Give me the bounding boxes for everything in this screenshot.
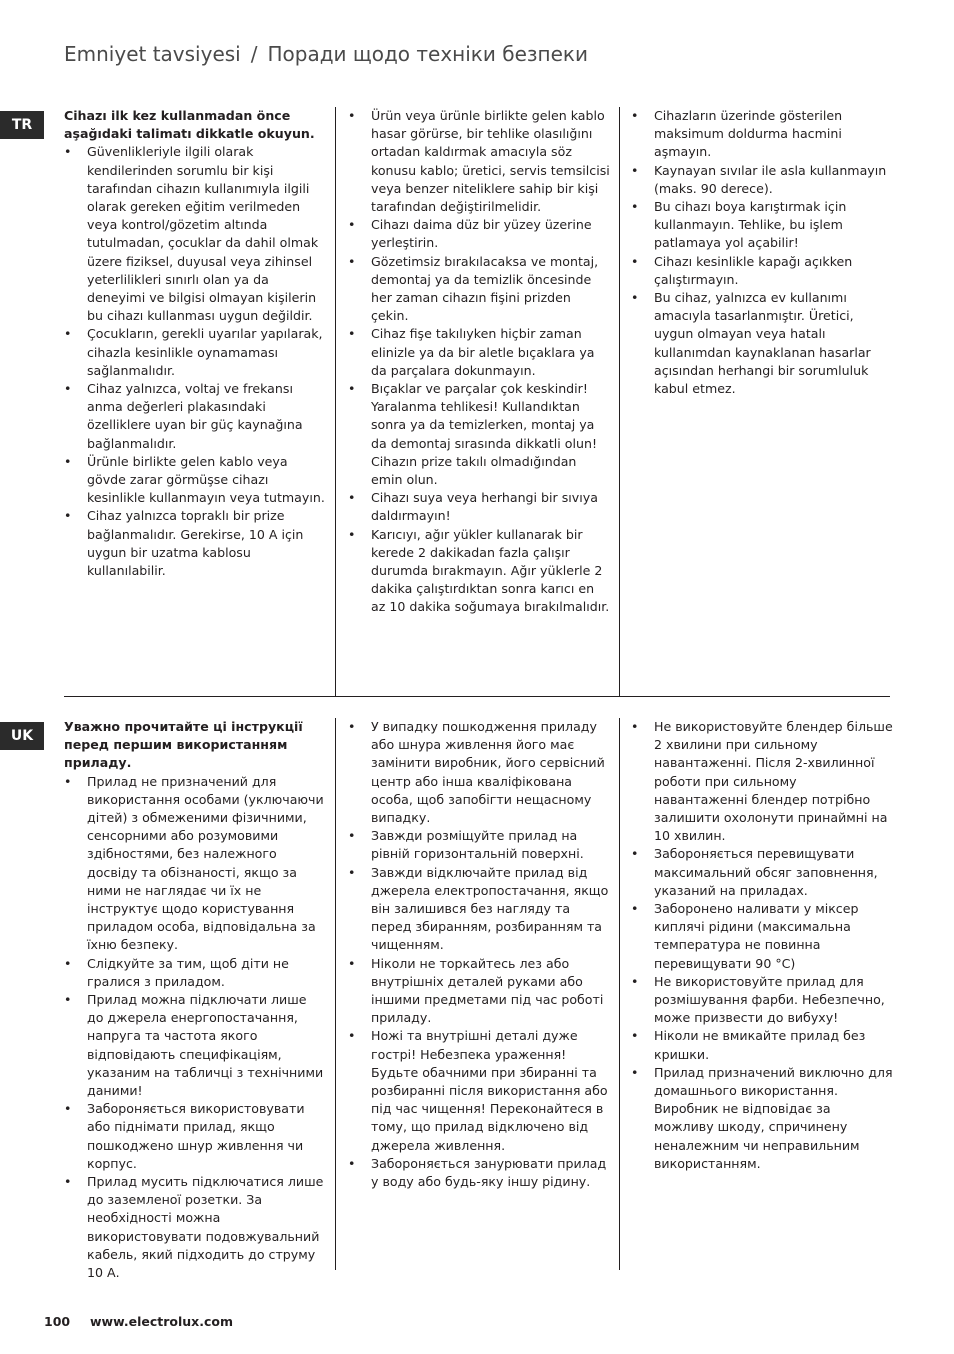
column-divider — [619, 718, 620, 1270]
list-item: • Ürün veya ürünle birlikte gelen kablo hasar görürse, bir tehlike olasılığını ortadan kaldırmak amacıyla söz konusu kablo; üretici, servis temsilcisi veya benzer niteliklere sahip bir kişi tarafından değiştirilmelidir. — [348, 107, 610, 216]
list-item: • Bıçaklar ve parçalar çok keskindir! Yaralanma tehlikesi! Kullandıktan sonra ya da temizlerken, montaj ya da demontaj sırasında dikkatli olun! Cihazın prize takılı olmadığından emin olun. — [348, 380, 610, 489]
list-item: • Cihazların üzerinde gösterilen maksimum doldurma hacmini aşmayın. — [631, 107, 893, 162]
uk-intro: Уважно прочитайте ці інструкції перед першим використанням приладу. — [64, 719, 303, 771]
list-item: • Cihaz fişe takılıyken hiçbir zaman elinizle ya da bir aletle bıçaklara ya da parçalara dokunmayın. — [348, 325, 610, 380]
list-item: • Cihazı suya veya herhangi bir sıvıya daldırmayın! — [348, 489, 610, 525]
list-item: • Забороняється перевищувати максимальний обсяг заповнення, указаний на приладах. — [631, 845, 893, 900]
tr-safety-list-1 — [64, 143, 326, 580]
language-tab-tr: TR — [0, 111, 44, 139]
list-item: • Завжди відключайте прилад від джерела електропостачання, якщо він залишився без нагляду та перед збиранням, розбиранням та чищенням. — [348, 864, 610, 955]
list-item: • Gözetimsiz bırakılacaksa ve montaj, demontaj ya da temizlik öncesinde her zaman cihazın fişini prizden çekin. — [348, 253, 610, 326]
uk-column-3 — [631, 718, 893, 1173]
list-item: • Ніколи не вмикайте прилад без кришки. — [631, 1027, 893, 1063]
title-ukrainian: Поради щодо техніки безпеки — [267, 42, 588, 66]
list-item: • У випадку пошкодження приладу або шнура живлення його має замінити виробник, його сервісний центр або інша кваліфікована особа, щоб запобігти нещасному випадку. — [348, 718, 610, 827]
uk-column-2 — [348, 718, 610, 1191]
list-item: • Güvenlikleriyle ilgili olarak kendilerinden sorumlu bir kişi tarafından cihazın kullanımıyla ilgili olarak gereken eğitim verilmeden veya kontrol/gözetim altında tutulmadan, çocuklar da dahil olmak üzere fiziksel, duyusal veya zihinsel yeterlilikleri sınırlı olan ya da deneyimi ve bilgisi olmayan kişilerin bu cihazı kullanması uygun değildir. — [64, 143, 326, 325]
language-tab-uk: UK — [0, 722, 44, 750]
column-divider — [335, 107, 336, 697]
list-item: • Прилад можна підключати лише до джерела енергопостачання, напруга та частота якого відповідають специфікаціям, указаним на табличці з технічними даними! — [64, 991, 326, 1100]
list-item: • Слідкуйте за тим, щоб діти не гралися з приладом. — [64, 955, 326, 991]
page-number: 100 — [44, 1314, 71, 1329]
tr-safety-list-2 — [348, 107, 610, 617]
list-item: • Kaynayan sıvılar ile asla kullanmayın (maks. 90 derece). — [631, 162, 893, 198]
list-item: • Cihaz yalnızca, voltaj ve frekansı anma değerleri plakasındaki özelliklere uyan bir güç kaynağına bağlanmalıdır. — [64, 380, 326, 453]
list-item: • Не використовуйте прилад для розмішування фарби. Небезпечно, може призвести до вибуху! — [631, 973, 893, 1028]
section-divider — [64, 696, 890, 697]
tr-safety-list-3 — [631, 107, 893, 398]
uk-column-1 — [64, 718, 326, 1282]
list-item: • Прилад призначений виключно для домашнього використання. Виробник не відповідає за можливу шкоду, спричинену неналежним чи неправильним використанням. — [631, 1064, 893, 1173]
list-item: • Ніколи не торкайтесь лез або внутрішніх деталей руками або іншими предметами під час роботі приладу. — [348, 955, 610, 1028]
tr-column-2 — [348, 107, 610, 617]
list-item: • Cihaz yalnızca topraklı bir prize bağlanmalıdır. Gerekirse, 10 A için uygun bir uzatma kablosu kullanılabilir. — [64, 507, 326, 580]
column-divider — [335, 718, 336, 1270]
list-item: • Прилад мусить підключатися лише до заземленої розетки. За необхідності можна використовувати подовжувальний кабель, який підходить до струму 10 А. — [64, 1173, 326, 1282]
tr-column-3 — [631, 107, 893, 398]
website-url: www.electrolux.com — [90, 1314, 233, 1329]
title-turkish: Emniyet tavsiyesi — [64, 42, 241, 66]
list-item: • Karıcıyı, ağır yükler kullanarak bir kerede 2 dakikadan fazla çalışır durumda bırakmayın. Ağır yüklerle 2 dakika çalıştırdıktan sonra karıcı en az 10 dakika soğumaya bırakılmalıdır. — [348, 526, 610, 617]
list-item: • Прилад не призначений для використання особами (уключаючи дітей) з обмеженими фізичними, сенсорними або розумовими здібностями, без належного досвіду та обізнаності, якщо за ними не наглядає чи їх не інструктує щодо користування приладом особа, відповідальна за їхню безпеку. — [64, 773, 326, 955]
list-item: • Заборонено наливати у міксер киплячі рідини (максимальна температура не повинна перевищувати 90 °C) — [631, 900, 893, 973]
list-item: • Забороняється занурювати прилад у воду або будь-яку іншу рідину. — [348, 1155, 610, 1191]
list-item: • Cihazı kesinlikle kapağı açıkken çalıştırmayın. — [631, 253, 893, 289]
title-separator: / — [250, 42, 258, 66]
list-item: • Забороняється використовувати або піднімати прилад, якщо пошкоджено шнур живлення чи корпус. — [64, 1100, 326, 1173]
list-item: • Завжди розміщуйте прилад на рівній горизонтальній поверхні. — [348, 827, 610, 863]
list-item: • Bu cihaz, yalnızca ev kullanımı amacıyla tasarlanmıştır. Üretici, uygun olmayan veya hatalı kullanımdan kaynaklanan hasarlar açısından herhangi bir sorumluluk kabul etmez. — [631, 289, 893, 398]
list-item: • Ürünle birlikte gelen kablo veya gövde zarar görmüşse cihazı kesinlikle kullanmayın veya tutmayın. — [64, 453, 326, 508]
uk-safety-list-3 — [631, 718, 893, 1173]
list-item: • Bu cihazı boya karıştırmak için kullanmayın. Tehlike, bu işlem patlamaya yol açabilir! — [631, 198, 893, 253]
uk-safety-list-1 — [64, 773, 326, 1283]
list-item: • Ножі та внутрішні деталі дуже гострі! Небезпека ураження! Будьте обачними при збиранні та розбиранні після використання або під час чищення! Переконайтеся в тому, що прилад відключено від джерела живлення. — [348, 1027, 610, 1154]
tr-intro: Cihazı ilk kez kullanmadan önce aşağıdaki talimatı dikkatle okuyun. — [64, 108, 315, 142]
column-divider — [619, 107, 620, 697]
page-title — [64, 42, 588, 66]
list-item: • Çocukların, gerekli uyarılar yapılarak, cihazla kesinlikle oynamaması sağlanmalıdır. — [64, 325, 326, 380]
uk-safety-list-2 — [348, 718, 610, 1191]
tr-column-1 — [64, 107, 326, 580]
list-item: • Не використовуйте блендер більше 2 хвилини при сильному навантаженні. Після 2-хвилинної роботи при сильному навантаженні блендер потрібно залишити охолонути принаймні на 10 хвилин. — [631, 718, 893, 845]
list-item: • Cihazı daima düz bir yüzey üzerine yerleştirin. — [348, 216, 610, 252]
